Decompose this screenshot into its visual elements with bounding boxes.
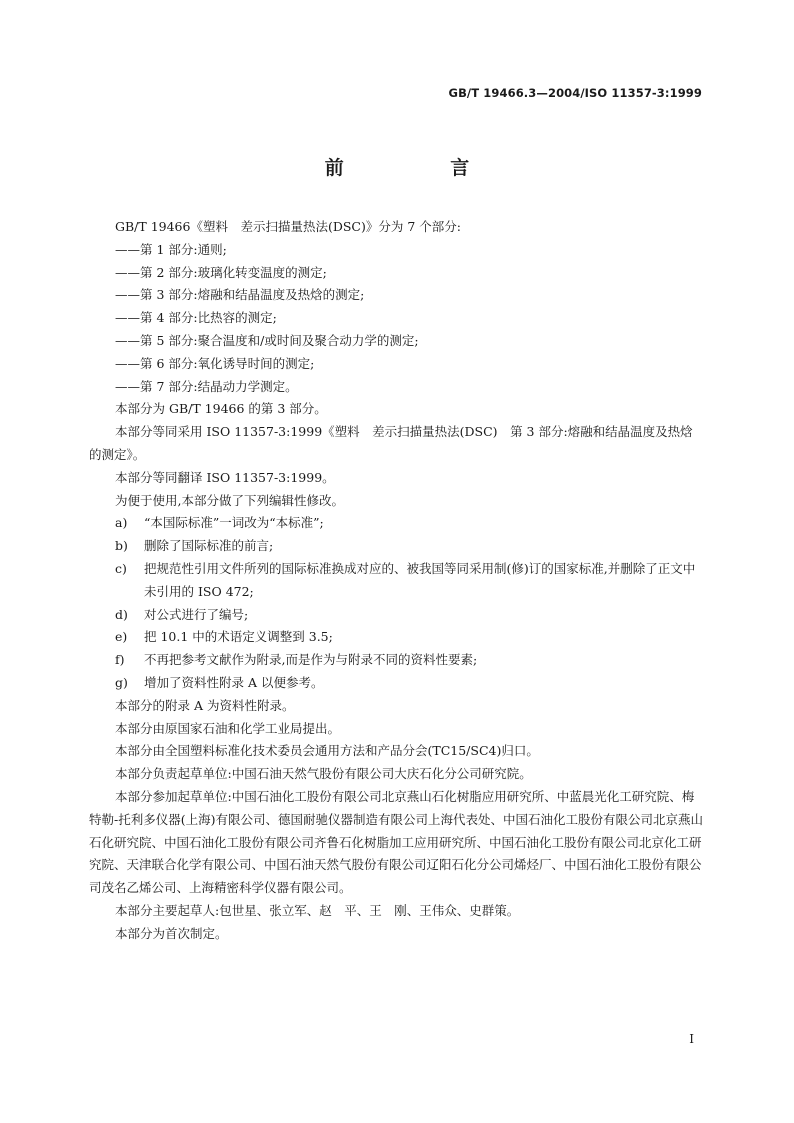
edit-item-marker: f) [115, 652, 125, 668]
part-list-item: ——第 2 部分:玻璃化转变温度的测定; [115, 264, 327, 280]
edit-item-marker: c) [115, 560, 127, 576]
paragraph: 本部分的附录 A 为资料性附录。 [115, 697, 295, 713]
edit-item-text: “本国际标准”一词改为“本标准”; [144, 515, 324, 531]
paragraph: 本部分为 GB/T 19466 的第 3 部分。 [115, 401, 327, 417]
edit-item-marker: g) [115, 674, 128, 690]
edit-list-item [89, 558, 705, 604]
edit-item-marker: b) [115, 538, 128, 554]
edit-item-text: 把 10.1 中的术语定义调整到 3.5; [144, 629, 333, 645]
edit-item-marker: d) [115, 606, 128, 622]
foreword-body [89, 216, 705, 946]
part-list-item: ——第 6 部分:氧化诱导时间的测定; [115, 355, 315, 371]
edit-item-text: 对公式进行了编号; [144, 606, 249, 622]
paragraph: 本部分等同采用 ISO 11357-3:1999《塑料 差示扫描量热法(DSC) 第 3 部分:熔融和结晶温度及热焓的测定》。 [89, 424, 693, 462]
part-list-item: ——第 3 部分:熔融和结晶温度及热焓的测定; [115, 287, 365, 303]
part-list-item: ——第 4 部分:比热容的测定; [115, 310, 277, 326]
paragraph: 本部分由全国塑料标准化技术委员会通用方法和产品分会(TC15/SC4)归口。 [115, 743, 539, 759]
document-header-id: GB/T 19466.3—2004/ISO 11357-3:1999 [448, 86, 702, 100]
edit-item-marker: e) [115, 629, 128, 645]
edit-item-text: 不再把参考文献作为附录,而是作为与附录不同的资料性要素; [144, 652, 478, 668]
part-list-item: ——第 7 部分:结晶动力学测定。 [115, 378, 298, 394]
edit-item-text: 增加了资料性附录 A 以便参考。 [144, 674, 324, 690]
edit-list-item [89, 604, 705, 627]
paragraph: 为便于使用,本部分做了下列编辑性修改。 [115, 492, 344, 508]
edit-list-item [89, 626, 705, 649]
page-number: I [689, 1032, 694, 1046]
paragraph: 本部分为首次制定。 [115, 925, 228, 941]
paragraph: 本部分参加起草单位:中国石油化工股份有限公司北京燕山石化树脂应用研究所、中蓝晨光化工研究院、梅特勒-托利多仪器(上海)有限公司、德国耐驰仪器制造有限公司上海代表处、中国石油化工股份有限公司北京燕山石化研究院、中国石油化工股份有限公司齐鲁石化树脂加工应用研究所、中国石油化工股份有限公司北京化工研究院、天津联合化学有限公司、中国石油天然气股份有限公司辽阳石化分公司烯烃厂、中国石油化工股份有限公司茂名乙烯公司、上海精密科学仪器有限公司。 [89, 788, 703, 896]
edit-list-item [89, 535, 705, 558]
edit-item-text: 删除了国际标准的前言; [144, 538, 274, 554]
part-list-item: ——第 1 部分:通则; [115, 241, 227, 257]
edit-list-item [89, 672, 705, 695]
paragraph: 本部分等同翻译 ISO 11357-3:1999。 [115, 469, 335, 485]
edit-list-item [89, 512, 705, 535]
paragraph: 本部分负责起草单位:中国石油天然气股份有限公司大庆石化分公司研究院。 [115, 766, 532, 782]
edit-list-item [89, 649, 705, 672]
part-list-item: ——第 5 部分:聚合温度和/或时间及聚合动力学的测定; [115, 332, 419, 348]
paragraph: 本部分主要起草人:包世星、张立军、赵 平、王 刚、王伟众、史群策。 [115, 902, 520, 918]
page-title: 前 言 [324, 157, 520, 179]
edit-item-text: 把规范性引用文件所列的国际标准换成对应的、被我国等同采用制(修)订的国家标准,并删除了正文中未引用的 ISO 472; [144, 560, 696, 599]
edit-item-marker: a) [115, 515, 128, 531]
intro-paragraph: GB/T 19466《塑料 差示扫描量热法(DSC)》分为 7 个部分: [115, 219, 461, 234]
paragraph: 本部分由原国家石油和化学工业局提出。 [115, 720, 341, 736]
